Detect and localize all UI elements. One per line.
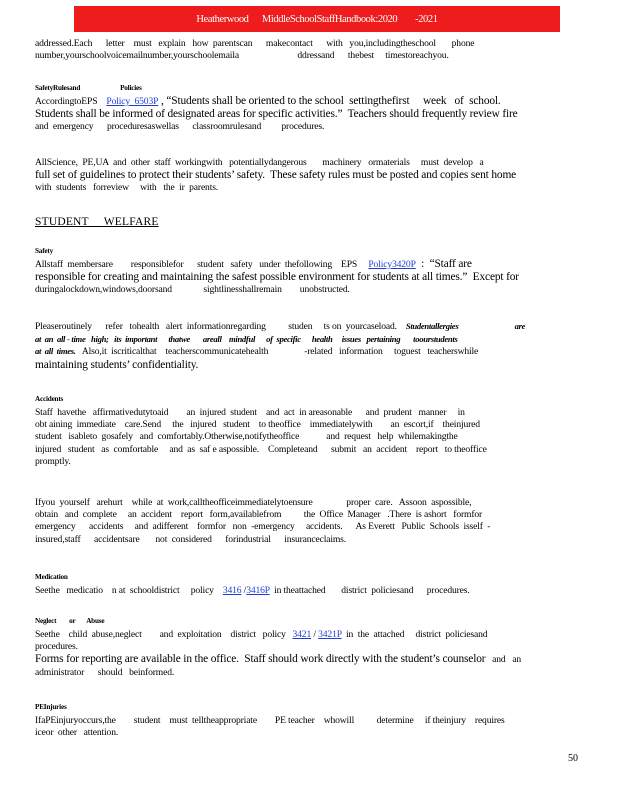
policy-3416-link[interactable]: 3416 <box>222 585 242 596</box>
page-number: 50 <box>568 753 578 764</box>
header-school: Heatherwood <box>196 13 249 25</box>
medication-heading: Medication <box>35 573 68 581</box>
safety-heading: Safety <box>35 247 53 255</box>
medication-paragraph: Seethe medicatio n at schooldistrict policy 3416 /3416P in theattached district policiesand procedures. <box>35 585 470 596</box>
text-line: at an all - time high; its important thatwe areall mindful of specific health issues pertaining toourstudents <box>35 334 458 345</box>
header-banner <box>74 6 560 32</box>
text-line: iceor other attention. <box>35 727 119 739</box>
intro-line: number,yourschoolvoicemailnumber,yourschoolemaila ddressand thebest timestoreachyou. <box>35 50 449 62</box>
safety-section <box>35 247 575 255</box>
policy-3421-link[interactable]: 3421 <box>292 629 312 640</box>
policy-3421p-link[interactable]: 3421P <box>318 629 342 640</box>
text-line: responsible for creating and maintaining the safest possible environment for students at all times.” Except for <box>35 271 519 284</box>
text-line: AllScience, PE,UA and other staff workingwith potentiallydangerous machinery ormaterials must develop a <box>35 157 484 168</box>
safety-rules-paragraph-1: AccordingtoEPS Policy 6503P , “Students shall be oriented to the school settingthefirst week of school. Students shall be informed of designated areas for specific activities.” Teachers should frequently review fire and emergency proceduresaswellas classroomrulesand procedures. <box>35 95 575 133</box>
header-handbook: MiddleSchoolStaffHandbook:2020 <box>261 13 398 25</box>
text-line: student isableto gosafely and comfortably.Otherwise,notifytheoffice and request help whilemakingthe <box>35 431 458 443</box>
neglect-paragraph: Seethe child abuse,neglect and exploitation district policy 3421 / 3421P in the attached district policiesand procedures. Forms for reporting are available in the office. Staff should work directly with the student’s counselor and an administrator should beinformed. <box>35 629 575 679</box>
text-line: emergency accidents and adifferent formfor non -emergency accidents. As Everett Public Schools isself - <box>35 521 491 533</box>
safety-rules-heading: SafetyRulesand Policies <box>35 84 142 92</box>
accidents-section <box>35 395 575 403</box>
text-line: IfaPEinjuryoccurs,the student must telltheappropriate PE teacher whowill determine if theinjury requires <box>35 715 505 726</box>
text-line: administrator should beinformed. <box>35 666 175 678</box>
text-line: insured,staff accidentsare not considered forindustrial insuranceclaims. <box>35 533 347 545</box>
text-line: Ifyou yourself arehurt while at work,calltheofficeimmediatelytoensure proper care. Assoon aspossible, <box>35 497 472 508</box>
pe-injuries-heading: PEInjuries <box>35 703 67 711</box>
text-line: obt aining immediate care.Send the injured student to theoffice immediatelywith an escort,if theinjured <box>35 419 480 431</box>
safety-paragraph-1: Allstaff membersare responsiblefor student safety under thefollowing EPS Policy3420P : “Staff are responsible for creating and maintaining the safest possible environment for students at all times.” Except for duringalockdown,windows,doorsand sightlinesshallremain unobstructed. <box>35 258 575 296</box>
intro-line: addressed.Each letter must explain how parentscan makecontact with you,includingtheschool phone <box>35 38 475 49</box>
policy-3416p-link[interactable]: 3416P <box>246 585 270 596</box>
section-title: STUDENT WELFARE <box>35 216 159 228</box>
pe-injuries-paragraph <box>35 715 575 739</box>
text-line: and emergency proceduresaswellas classroomrulesand procedures. <box>35 121 325 133</box>
text-line: Students shall be informed of designated areas for specific activities.” Teachers should frequently review fire <box>35 108 518 121</box>
accidents-paragraph-2 <box>35 497 575 546</box>
policy-3420p-link[interactable]: Policy3420P <box>368 259 416 270</box>
accidents-heading: Accidents <box>35 395 64 403</box>
text-line: full set of guidelines to protect their students’ safety. These safety rules must be posted and copies sent home <box>35 169 517 182</box>
pe-injuries-section <box>35 703 575 711</box>
text-line: maintaining students’ confidentiality. <box>35 358 199 371</box>
student-welfare-section <box>35 216 575 228</box>
text-line: injured student as comfortable and as saf e aspossible. Completeand submit an accident report to theoffice <box>35 443 487 455</box>
policy-6503p-link[interactable]: Policy 6503P <box>106 96 159 107</box>
text-line: procedures. <box>35 641 78 653</box>
accidents-paragraph-1 <box>35 407 575 468</box>
safety-rules-paragraph-2 <box>35 157 575 194</box>
text-line: obtain and complete an accident report form,availablefrom the Office Manager .There is ashort formfor <box>35 509 483 521</box>
neglect-heading: Neglect or Abuse <box>35 617 105 625</box>
header-year: -2021 <box>415 13 438 25</box>
text-line: with students forreview with the ir parents. <box>35 182 219 194</box>
intro-paragraph <box>35 38 575 62</box>
text-line: promptly. <box>35 455 71 467</box>
safety-rules-section <box>35 84 575 92</box>
safety-paragraph-2: Pleaseroutinely refer tohealth alert informationregarding studen ts on yourcaseload. Studentallergies are at an all - time high; its important thatwe areall mindful of specific health issues pertaining toourstudents at all times. Also,it iscriticalthat teacherscommunicatehealth -related information toguest teacherswhile maintaining students’ confidentiality. <box>35 320 575 372</box>
text-line: duringalockdown,windows,doorsand sightlinesshallremain unobstructed. <box>35 284 350 296</box>
neglect-section <box>35 617 575 625</box>
medication-section <box>35 573 575 581</box>
text-line: Staff havethe affirmativedutytoaid an injured student and act in areasonable and prudent manner in <box>35 407 465 418</box>
